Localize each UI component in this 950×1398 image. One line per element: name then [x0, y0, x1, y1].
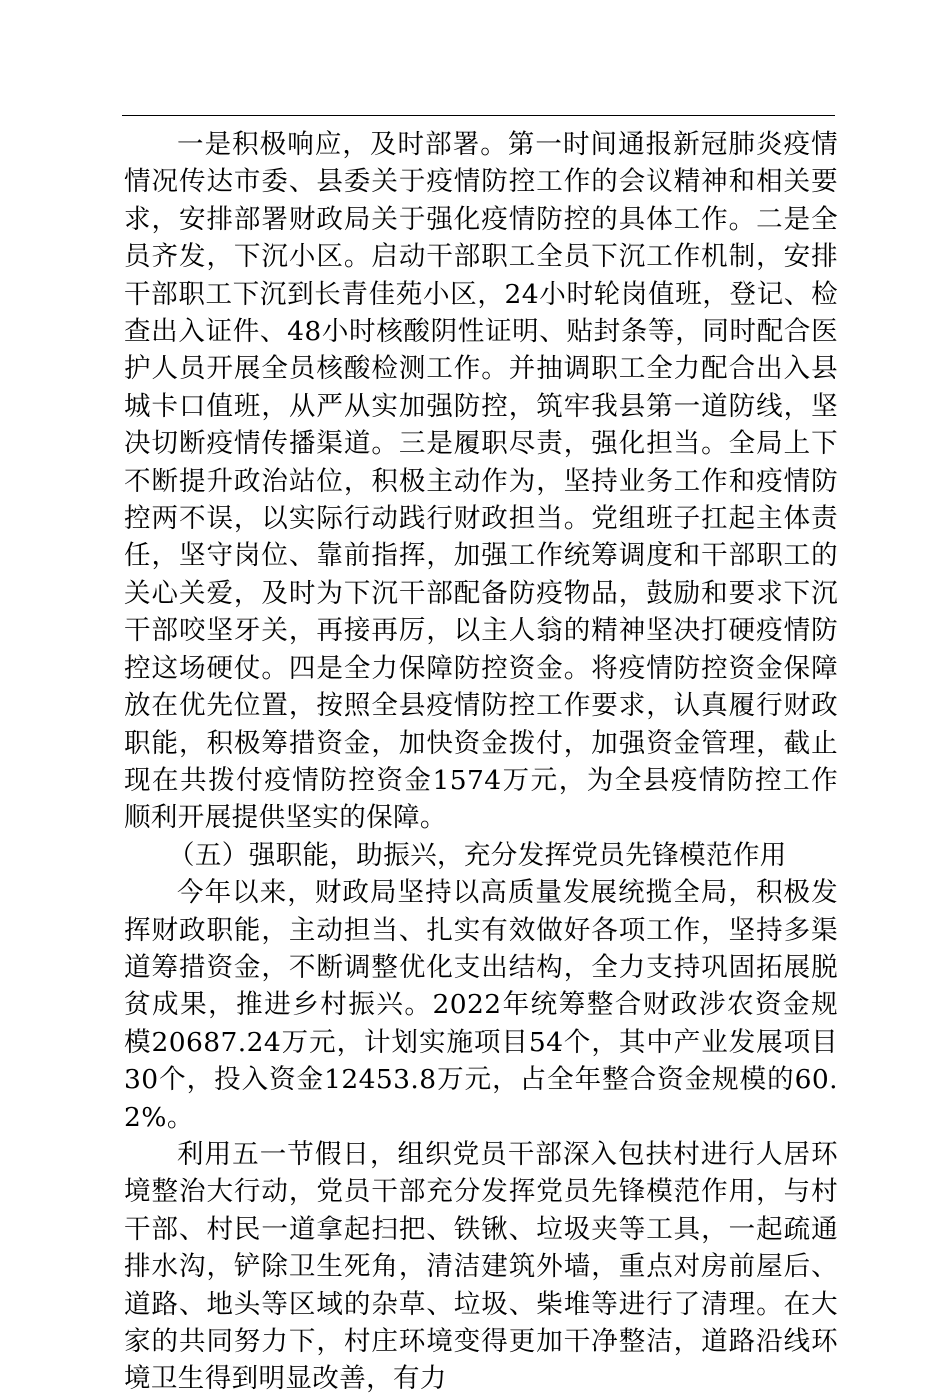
paragraph-epidemic-response: 一是积极响应，及时部署。第一时间通报新冠肺炎疫情情况传达市委、县委关于疫情防控工作的会议精神和相关要求，安排部署财政局关于强化疫情防控的具体工作。二是全员齐发，下沉小区。启动干部职工全员下沉工作机制，安排干部职工下沉到长青佳苑小区，24小时轮岗值班，登记、检查出入证件、48小时核酸阴性证明、贴封条等，同时配合医护人员开展全员核酸检测工作。并抽调职工全力配合出入县城卡口值班，从严从实加强防控，筑牢我县第一道防线，坚决切断疫情传播渠道。三是履职尽责，强化担当。全局上下不断提升政治站位，积极主动作为，坚持业务工作和疫情防控两不误，以实际行动践行财政担当。党组班子扛起主体责任，坚守岗位、靠前指挥，加强工作统筹调度和干部职工的关心关爱，及时为下沉干部配备防疫物品，鼓励和要求下沉干部咬坚牙关，再接再厉，以主人翁的精神坚决打硬疫情防控这场硬仗。四是全力保障防控资金。将疫情防控资金保障放在优先位置，按照全县疫情防控工作要求，认真履行财政职能，积极筹措资金，加快资金拨付，加强资金管理，截止现在共拨付疫情防控资金1574万元，为全县疫情防控工作顺利开展提供坚实的保障。	[124, 129, 838, 834]
paragraph-environment-cleanup: 利用五一节假日，组织党员干部深入包扶村进行人居环境整治大行动，党员干部充分发挥党员先锋模范作用，与村干部、村民一道拿起扫把、铁锹、垃圾夹等工具，一起疏通排水沟，铲除卫生死角，清洁建筑外墙，重点对房前屋后、道路、地头等区域的杂草、垃圾、柴堆等进行了清理。在大家的共同努力下，村庄环境变得更加干净整洁，道路沿线环境卫生得到明显改善，有力	[124, 1138, 838, 1395]
header-rule	[122, 115, 835, 116]
body-text	[124, 126, 838, 1398]
section-heading-five: （五）强职能，助振兴，充分发挥党员先锋模范作用	[168, 839, 787, 871]
paragraph-rural-revitalization: 今年以来，财政局坚持以高质量发展统揽全局，积极发挥财政职能，主动担当、扎实有效做好各项工作，坚持多渠道筹措资金，不断调整优化支出结构，全力支持巩固拓展脱贫成果，推进乡村振兴。2022年统筹整合财政涉农资金规模20687.24万元，计划实施项目54个，其中产业发展项目30个，投入资金12453.8万元，占全年整合资金规模的60.2%。	[124, 877, 838, 1133]
